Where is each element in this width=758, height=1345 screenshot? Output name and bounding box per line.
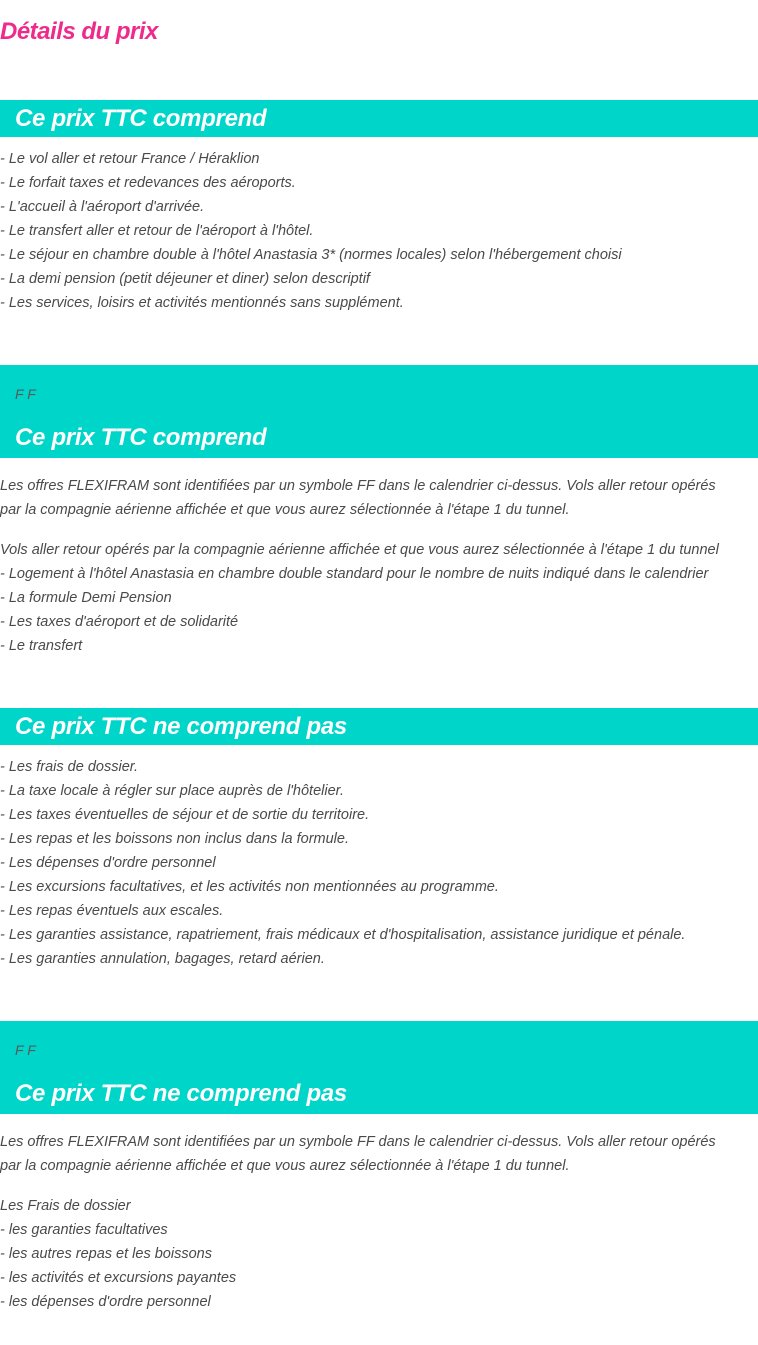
list-item: - Les taxes d'aéroport et de solidarité [0, 614, 239, 630]
list-item: - La taxe locale à régler sur place auprès de l'hôtelier. [0, 783, 344, 799]
list-item: - Le transfert [0, 638, 83, 654]
flexifram-intro: Les offres FLEXIFRAM sont identifiées par un symbole FF dans le calendrier ci-dessus. Vols aller retour opérés par la compagnie aérienne affichée et que vous aurez sélectionnée à l'étape 1 du tunnel. [0, 478, 716, 518]
included-flexifram-list [0, 538, 758, 658]
section-title: Ce prix TTC comprend [15, 105, 267, 132]
list-item: - les autres repas et les boissons [0, 1246, 212, 1262]
section-title: Ce prix TTC ne comprend pas [15, 1080, 347, 1107]
list-item: - Les dépenses d'ordre personnel [0, 855, 216, 871]
section-included [0, 100, 758, 315]
section-banner [0, 365, 758, 458]
list-item: Vols aller retour opérés par la compagnie aérienne affichée et que vous aurez sélectionnée à l'étape 1 du tunnel [0, 542, 719, 558]
section-not-included [0, 708, 758, 971]
flexifram-intro: Les offres FLEXIFRAM sont identifiées par un symbole FF dans le calendrier ci-dessus. Vols aller retour opérés par la compagnie aérienne affichée et que vous aurez sélectionnée à l'étape 1 du tunnel. [0, 1134, 716, 1174]
list-item: - les dépenses d'ordre personnel [0, 1294, 211, 1310]
section-included-flexifram [0, 365, 758, 658]
not-included-list [0, 755, 758, 971]
list-item: - Les garanties annulation, bagages, retard aérien. [0, 951, 325, 967]
section-title: Ce prix TTC comprend [15, 424, 267, 451]
section-banner [0, 708, 758, 745]
list-item: - Le forfait taxes et redevances des aéroports. [0, 175, 296, 191]
list-item: - les garanties facultatives [0, 1222, 168, 1238]
section-banner [0, 1021, 758, 1114]
ff-tag: F F [15, 1042, 36, 1058]
list-item: - Logement à l'hôtel Anastasia en chambre double standard pour le nombre de nuits indiqué dans le calendrier [0, 566, 709, 582]
list-item: - La demi pension (petit déjeuner et diner) selon descriptif [0, 271, 370, 287]
ff-tag: F F [15, 386, 36, 402]
list-item: - Le transfert aller et retour de l'aéroport à l'hôtel. [0, 223, 314, 239]
list-item: Les Frais de dossier [0, 1198, 131, 1214]
list-item: - Les repas éventuels aux escales. [0, 903, 224, 919]
list-item: - Le séjour en chambre double à l'hôtel Anastasia 3* (normes locales) selon l'hébergement choisi [0, 247, 622, 263]
list-item: - Les frais de dossier. [0, 759, 139, 775]
list-item: - Les garanties assistance, rapatriement, frais médicaux et d'hospitalisation, assistance juridique et pénale. [0, 927, 686, 943]
list-item: - L'accueil à l'aéroport d'arrivée. [0, 199, 205, 215]
list-item: - Le vol aller et retour France / Héraklion [0, 151, 260, 167]
list-item: - Les taxes éventuelles de séjour et de sortie du territoire. [0, 807, 370, 823]
list-item: - La formule Demi Pension [0, 590, 172, 606]
list-item: - les activités et excursions payantes [0, 1270, 237, 1286]
section-not-included-flexifram [0, 1021, 758, 1314]
not-included-flexifram-list [0, 1194, 758, 1314]
list-item: - Les repas et les boissons non inclus dans la formule. [0, 831, 349, 847]
page-title: Détails du prix [0, 18, 158, 45]
included-list [0, 147, 758, 315]
section-title: Ce prix TTC ne comprend pas [15, 713, 347, 740]
list-item: - Les excursions facultatives, et les activités non mentionnées au programme. [0, 879, 499, 895]
list-item: - Les services, loisirs et activités mentionnés sans supplément. [0, 295, 404, 311]
section-banner [0, 100, 758, 137]
